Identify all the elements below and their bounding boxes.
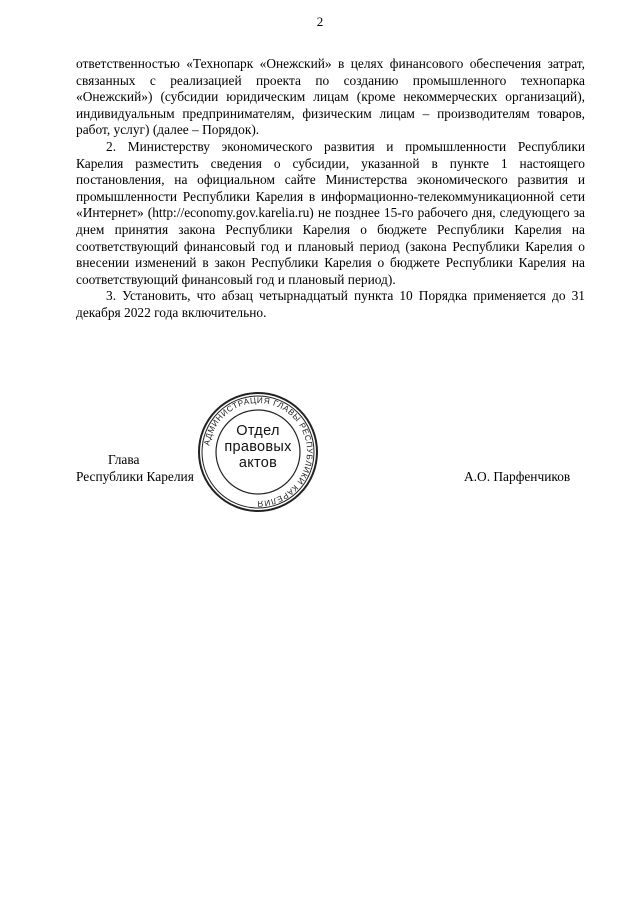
signatory-title-line2: Республики Карелия — [76, 469, 194, 484]
signatory-title-line1: Глава — [108, 452, 140, 467]
stamp-line-3: актов — [238, 455, 278, 471]
stamp-line-1: Отдел — [236, 423, 280, 439]
signatory-name: А.О. Парфенчиков — [464, 469, 571, 484]
stamp-ring-text: АДМИНИСТРАЦИЯ ГЛАВЫ РЕСПУБЛИКИ КАРЕЛИЯ — [202, 395, 315, 509]
signatory-title — [76, 451, 194, 485]
document-body — [76, 56, 585, 322]
official-stamp — [196, 390, 320, 514]
stamp-center-text — [196, 423, 320, 471]
paragraph-3: 3. Установить, что абзац четырнадцатый пункта 10 Порядка применяется до 31 декабря 2022 года включительно. — [76, 288, 585, 320]
paragraph-1: ответственностью «Технопарк «Онежский» в целях финансового обеспечения затрат, связанных с реализацией проекта по созданию промышленного технопарка «Онежский») (субсидии юридическим лицам (кроме некоммерческих организаций), индивидуальным предпринимателям, физическим лицам – производителям товаров, работ, услуг) (далее – Порядок). — [76, 56, 585, 138]
paragraph-2: 2. Министерству экономического развития и промышленности Республики Карелия разместить сведения о субсидии, указанной в пункте 1 настоящего постановления, на официальном сайте Министерства экономического развития и промышленности Республики Карелия в информационно-телекоммуникационной сети «Интернет» (http://economy.gov.karelia.ru) не позднее 15-го рабочего дня, следующего за днем принятия закона Республики Карелия о бюджете Республики Карелия на соответствующий финансовый год и плановый период (закона Республики Карелия о внесении изменений в закон Республики Карелия о бюджете Республики Карелия на соответствующий финансовый год и плановый период). — [76, 138, 585, 287]
stamp-line-2: правовых — [224, 439, 292, 455]
page-number: 2 — [316, 14, 324, 29]
